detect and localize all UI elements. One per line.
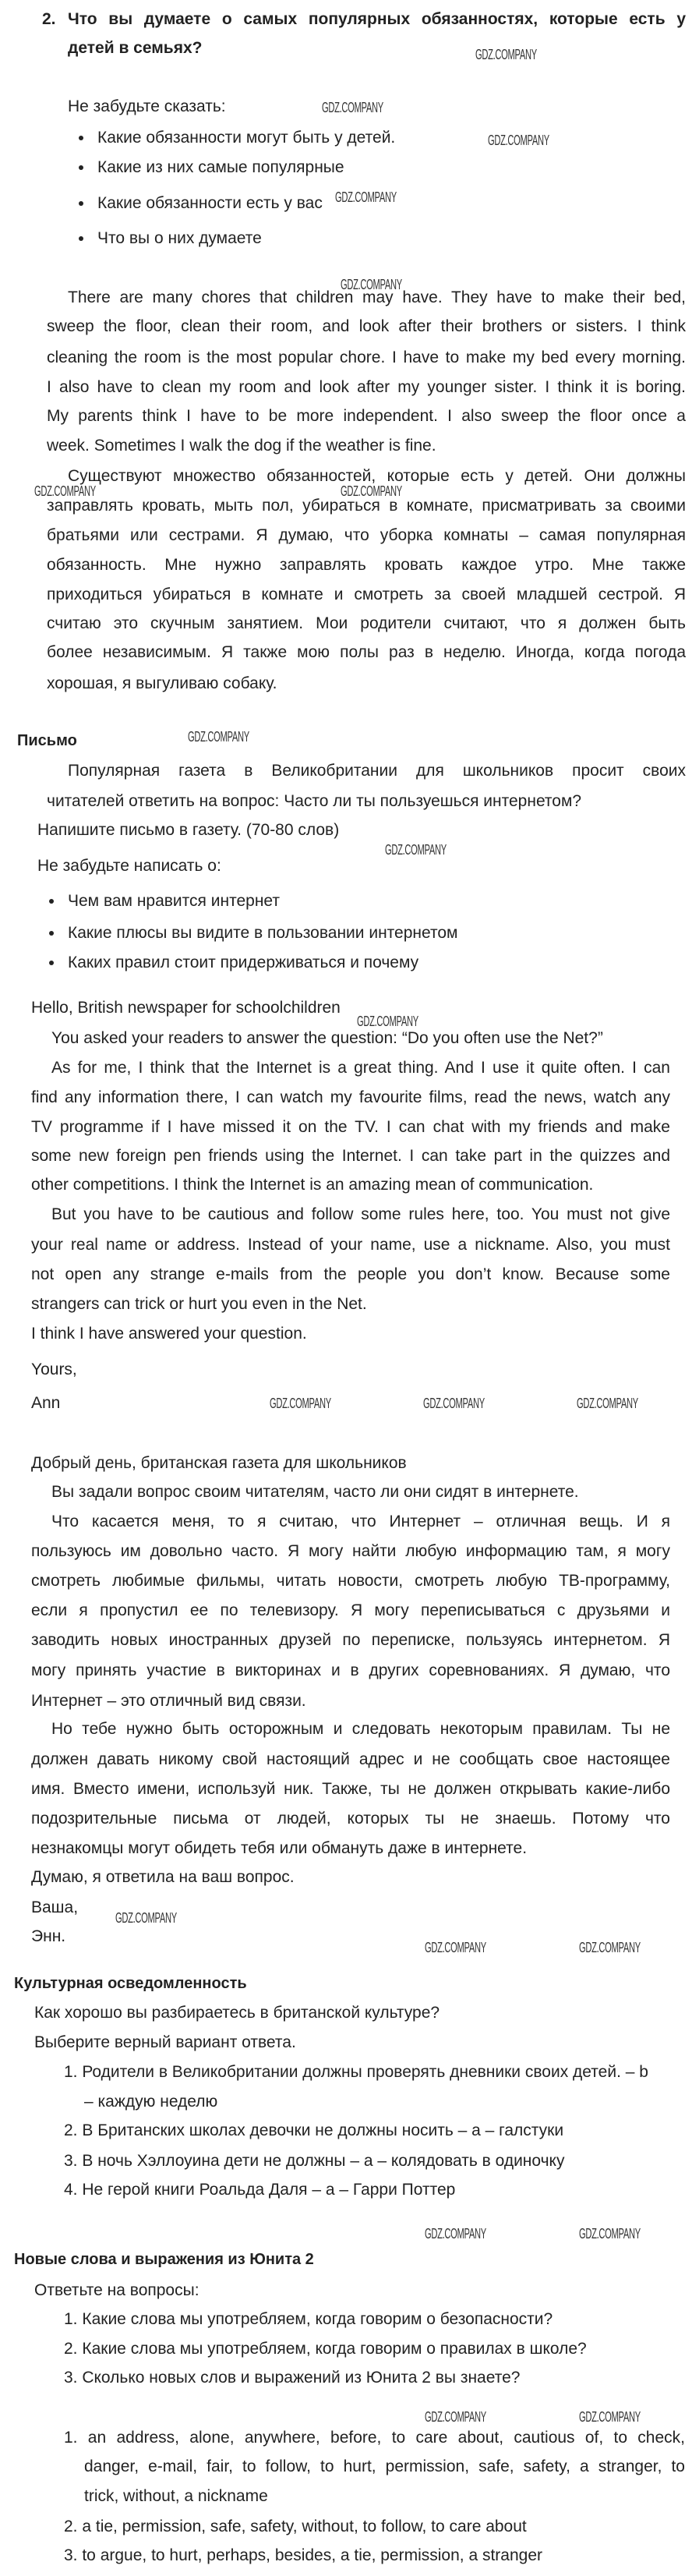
bullet-icon xyxy=(79,136,83,140)
text-line: Но тебе нужно быть осторожным и следовать некоторым правилам. Ты не xyxy=(51,1720,670,1738)
bullet-icon xyxy=(79,201,83,206)
letter-greeting: Hello, British newspaper for schoolchildren xyxy=(31,999,341,1017)
watermark: GDZ.COMPANY xyxy=(341,277,402,292)
text-line: хорошая, я выгуливаю собаку. xyxy=(47,674,277,692)
text-line: пользуюсь им довольно часто. Я могу найти любую информацию там, я могу xyxy=(31,1542,670,1560)
text-line: There are many chores that children may have. They have to make their bed, xyxy=(68,288,686,306)
answer-item: 3. to argue, to hurt, perhaps, besides, a tie, permission, a stranger xyxy=(64,2546,543,2564)
letter-closing: Yours, xyxy=(31,1361,77,1378)
bullet-icon xyxy=(49,899,54,904)
task-number: 2. xyxy=(42,10,56,28)
text-line: читателей ответить на вопрос: Часто ли ты пользуешься интернетом? xyxy=(47,792,582,810)
text-line: незнакомцы могут обидеть тебя или обмануть даже в интернете. xyxy=(31,1839,528,1857)
watermark: GDZ.COMPANY xyxy=(579,1940,641,1955)
letter-signature: Энн. xyxy=(31,1927,66,1945)
text-line: strangers can trick or hurt you even in the Net. xyxy=(31,1295,367,1313)
letter-closing: Ваша, xyxy=(31,1898,79,1916)
list-item: Какие обязанности могут быть у детей. xyxy=(97,129,396,147)
answer-item: 4. Не герой книги Роальда Даля – a – Гарри Поттер xyxy=(64,2181,456,2199)
answer-item-cont: trick, without, a nickname xyxy=(84,2487,268,2505)
list-item: Что вы о них думаете xyxy=(97,229,262,247)
section-heading-letter: Письмо xyxy=(17,732,77,749)
watermark: GDZ.COMPANY xyxy=(579,2226,641,2242)
watermark: GDZ.COMPANY xyxy=(488,133,549,148)
text-line: Вы задали вопрос своим читателям, часто ли они сидят в интернете. xyxy=(51,1483,579,1501)
answer-item: 1. Родители в Великобритании должны проверять дневники своих детей. – b xyxy=(64,2063,648,2081)
list-item: Чем вам нравится интернет xyxy=(68,892,281,910)
text-line: заправлять кровать, мыть пол, убираться в комнате, присматривать за своими xyxy=(47,497,686,515)
text-line: Популярная газета в Великобритании для школьников просит своих xyxy=(68,762,686,780)
watermark: GDZ.COMPANY xyxy=(579,2409,641,2425)
text-line: I think I have answered your question. xyxy=(31,1325,307,1343)
section-heading-vocab: Новые слова и выражения из Юнита 2 xyxy=(14,2251,314,2268)
answer-item-cont: – каждую неделю xyxy=(84,2093,218,2111)
task-title-cont: детей в семьях? xyxy=(68,39,203,57)
text-line: Думаю, я ответила на ваш вопрос. xyxy=(31,1868,295,1886)
list-item: Какие обязанности есть у вас xyxy=(97,194,323,212)
text-line: должен давать никому свой настоящий адрес и не сообщать свое настоящее xyxy=(31,1750,670,1768)
text-line: смотреть любимые фильмы, читать новости, смотреть любую ТВ-программу, xyxy=(31,1572,670,1590)
watermark: GDZ.COMPANY xyxy=(188,729,249,745)
answer-item: 2. a tie, permission, safe, safety, without, to follow, to care about xyxy=(64,2518,527,2535)
text-line: your real name or address. Instead of your name, use a nickname. Also, you must xyxy=(31,1236,670,1254)
text-line: могу принять участие в викторинах и в других соревнованиях. Я думаю, что xyxy=(31,1661,670,1679)
question: Как хорошо вы разбираетесь в британской культуре? xyxy=(34,2004,440,2022)
text-line: если я пропустил ее по телевизору. Я могу переписываться с друзьями и xyxy=(31,1601,670,1619)
watermark: GDZ.COMPANY xyxy=(335,189,397,205)
watermark: GDZ.COMPANY xyxy=(425,2409,486,2425)
watermark: GDZ.COMPANY xyxy=(357,1014,418,1029)
letter-greeting: Добрый день, британская газета для школьников xyxy=(31,1454,407,1472)
task-title: Что вы думаете о самых популярных обязанностях, которые есть у xyxy=(68,10,686,28)
question-item: 3. Сколько новых слов и выражений из Юнита 2 вы знаете? xyxy=(64,2369,521,2387)
watermark: GDZ.COMPANY xyxy=(385,842,447,858)
question-item: 2. Какие слова мы употребляем, когда говорим о правилах в школе? xyxy=(64,2340,587,2358)
text-line: Интернет – это отличный вид связи. xyxy=(31,1692,306,1710)
text-line: Что касается меня, то я считаю, что Интернет – отличная вещь. И я xyxy=(51,1513,670,1530)
answer-item: 2. В Британских школах девочки не должны носить – a – галстуки xyxy=(64,2121,564,2139)
text-line: You asked your readers to answer the question: “Do you often use the Net?” xyxy=(51,1029,603,1047)
bullet-icon xyxy=(49,961,54,965)
answer-item: 1. an address, alone, anywhere, before, to care about, cautious of, to check, xyxy=(64,2429,685,2447)
text-line: обязанность. Мне нужно заправлять кровать каждое утро. Мне также xyxy=(47,556,686,574)
watermark: GDZ.COMPANY xyxy=(425,1940,486,1955)
list-item: Какие из них самые популярные xyxy=(97,158,344,176)
bullet-icon xyxy=(79,236,83,241)
bullet-icon xyxy=(49,931,54,936)
instruction: Напишите письмо в газету. (70-80 слов) xyxy=(37,821,340,839)
bullet-icon xyxy=(79,165,83,170)
question-item: 1. Какие слова мы употребляем, когда говорим о безопасности? xyxy=(64,2310,553,2328)
text-line: As for me, I think that the Internet is a great thing. And I use it quite often. I can xyxy=(51,1059,670,1077)
instruction: Ответьте на вопросы: xyxy=(34,2281,199,2299)
watermark: GDZ.COMPANY xyxy=(270,1396,331,1411)
watermark: GDZ.COMPANY xyxy=(322,100,383,115)
watermark: GDZ.COMPANY xyxy=(341,483,402,499)
text-line: some new foreign pen friends using the Internet. I can take part in the quizzes and xyxy=(31,1147,670,1165)
text-line: cleaning the room is the most popular chore. I have to make my bed every morning. xyxy=(47,349,686,366)
watermark: GDZ.COMPANY xyxy=(425,2226,486,2242)
remember-label: Не забудьте написать о: xyxy=(37,857,221,875)
text-line: братьями или сестрами. Я думаю, что уборка комнаты – самая популярная xyxy=(47,526,686,544)
watermark: GDZ.COMPANY xyxy=(475,47,537,62)
text-line: I also have to clean my room and look after my younger sister. I think it is boring. xyxy=(47,378,686,396)
text-line: более независимым. Я также мою полы раз в неделю. Иногда, когда погода xyxy=(47,643,686,661)
text-line: My parents think I have to be more independent. I also sweep the floor once a xyxy=(47,407,686,425)
text-line: find any information there, I can watch my favourite films, read the news, watch any xyxy=(31,1088,670,1106)
text-line: имя. Вместо имени, используй ник. Также, ты не должен открывать какие-либо xyxy=(31,1780,670,1798)
watermark: GDZ.COMPANY xyxy=(34,483,96,499)
text-line: week. Sometimes I walk the dog if the weather is fine. xyxy=(47,437,436,455)
watermark: GDZ.COMPANY xyxy=(577,1396,638,1411)
watermark: GDZ.COMPANY xyxy=(115,1910,177,1926)
letter-signature: Ann xyxy=(31,1394,61,1412)
text-line: Существуют множество обязанностей, которые есть у детей. Они должны xyxy=(68,467,686,485)
answer-item: 3. В ночь Хэллоуина дети не должны – a – колядовать в одиночку xyxy=(64,2152,565,2170)
instruction: Выберите верный вариант ответа. xyxy=(34,2033,296,2051)
remember-label: Не забудьте сказать: xyxy=(68,97,226,115)
text-line: подозрительные письма от людей, которых ты не знаешь. Потому что xyxy=(31,1810,670,1828)
answer-item-cont: danger, e-mail, fair, to follow, to hurt, permission, safe, safety, a stranger, to xyxy=(84,2457,685,2475)
text-line: приходиться убираться в комнате и смотреть за своей младшей сестрой. Я xyxy=(47,586,686,603)
text-line: But you have to be cautious and follow some rules here, too. You must not give xyxy=(51,1205,670,1223)
text-line: считаю это скучным занятием. Мои родители считают, что я должен быть xyxy=(47,614,686,632)
text-line: TV programme if I have missed it on the TV. I can chat with my friends and make xyxy=(31,1118,670,1136)
text-line: not open any strange e-mails from the people you don’t know. Because some xyxy=(31,1265,670,1283)
section-heading-culture: Культурная осведомленность xyxy=(14,1975,247,1992)
list-item: Какие плюсы вы видите в пользовании интернетом xyxy=(68,924,458,942)
text-line: заводить новых иностранных друзей по переписке, пользуясь интернетом. Я xyxy=(31,1631,670,1649)
text-line: other competitions. I think the Internet is an amazing mean of communication. xyxy=(31,1176,594,1194)
list-item: Каких правил стоит придерживаться и почему xyxy=(68,954,419,971)
text-line: sweep the floor, clean their room, and look after their brothers or sisters. I think xyxy=(47,317,686,335)
watermark: GDZ.COMPANY xyxy=(423,1396,485,1411)
